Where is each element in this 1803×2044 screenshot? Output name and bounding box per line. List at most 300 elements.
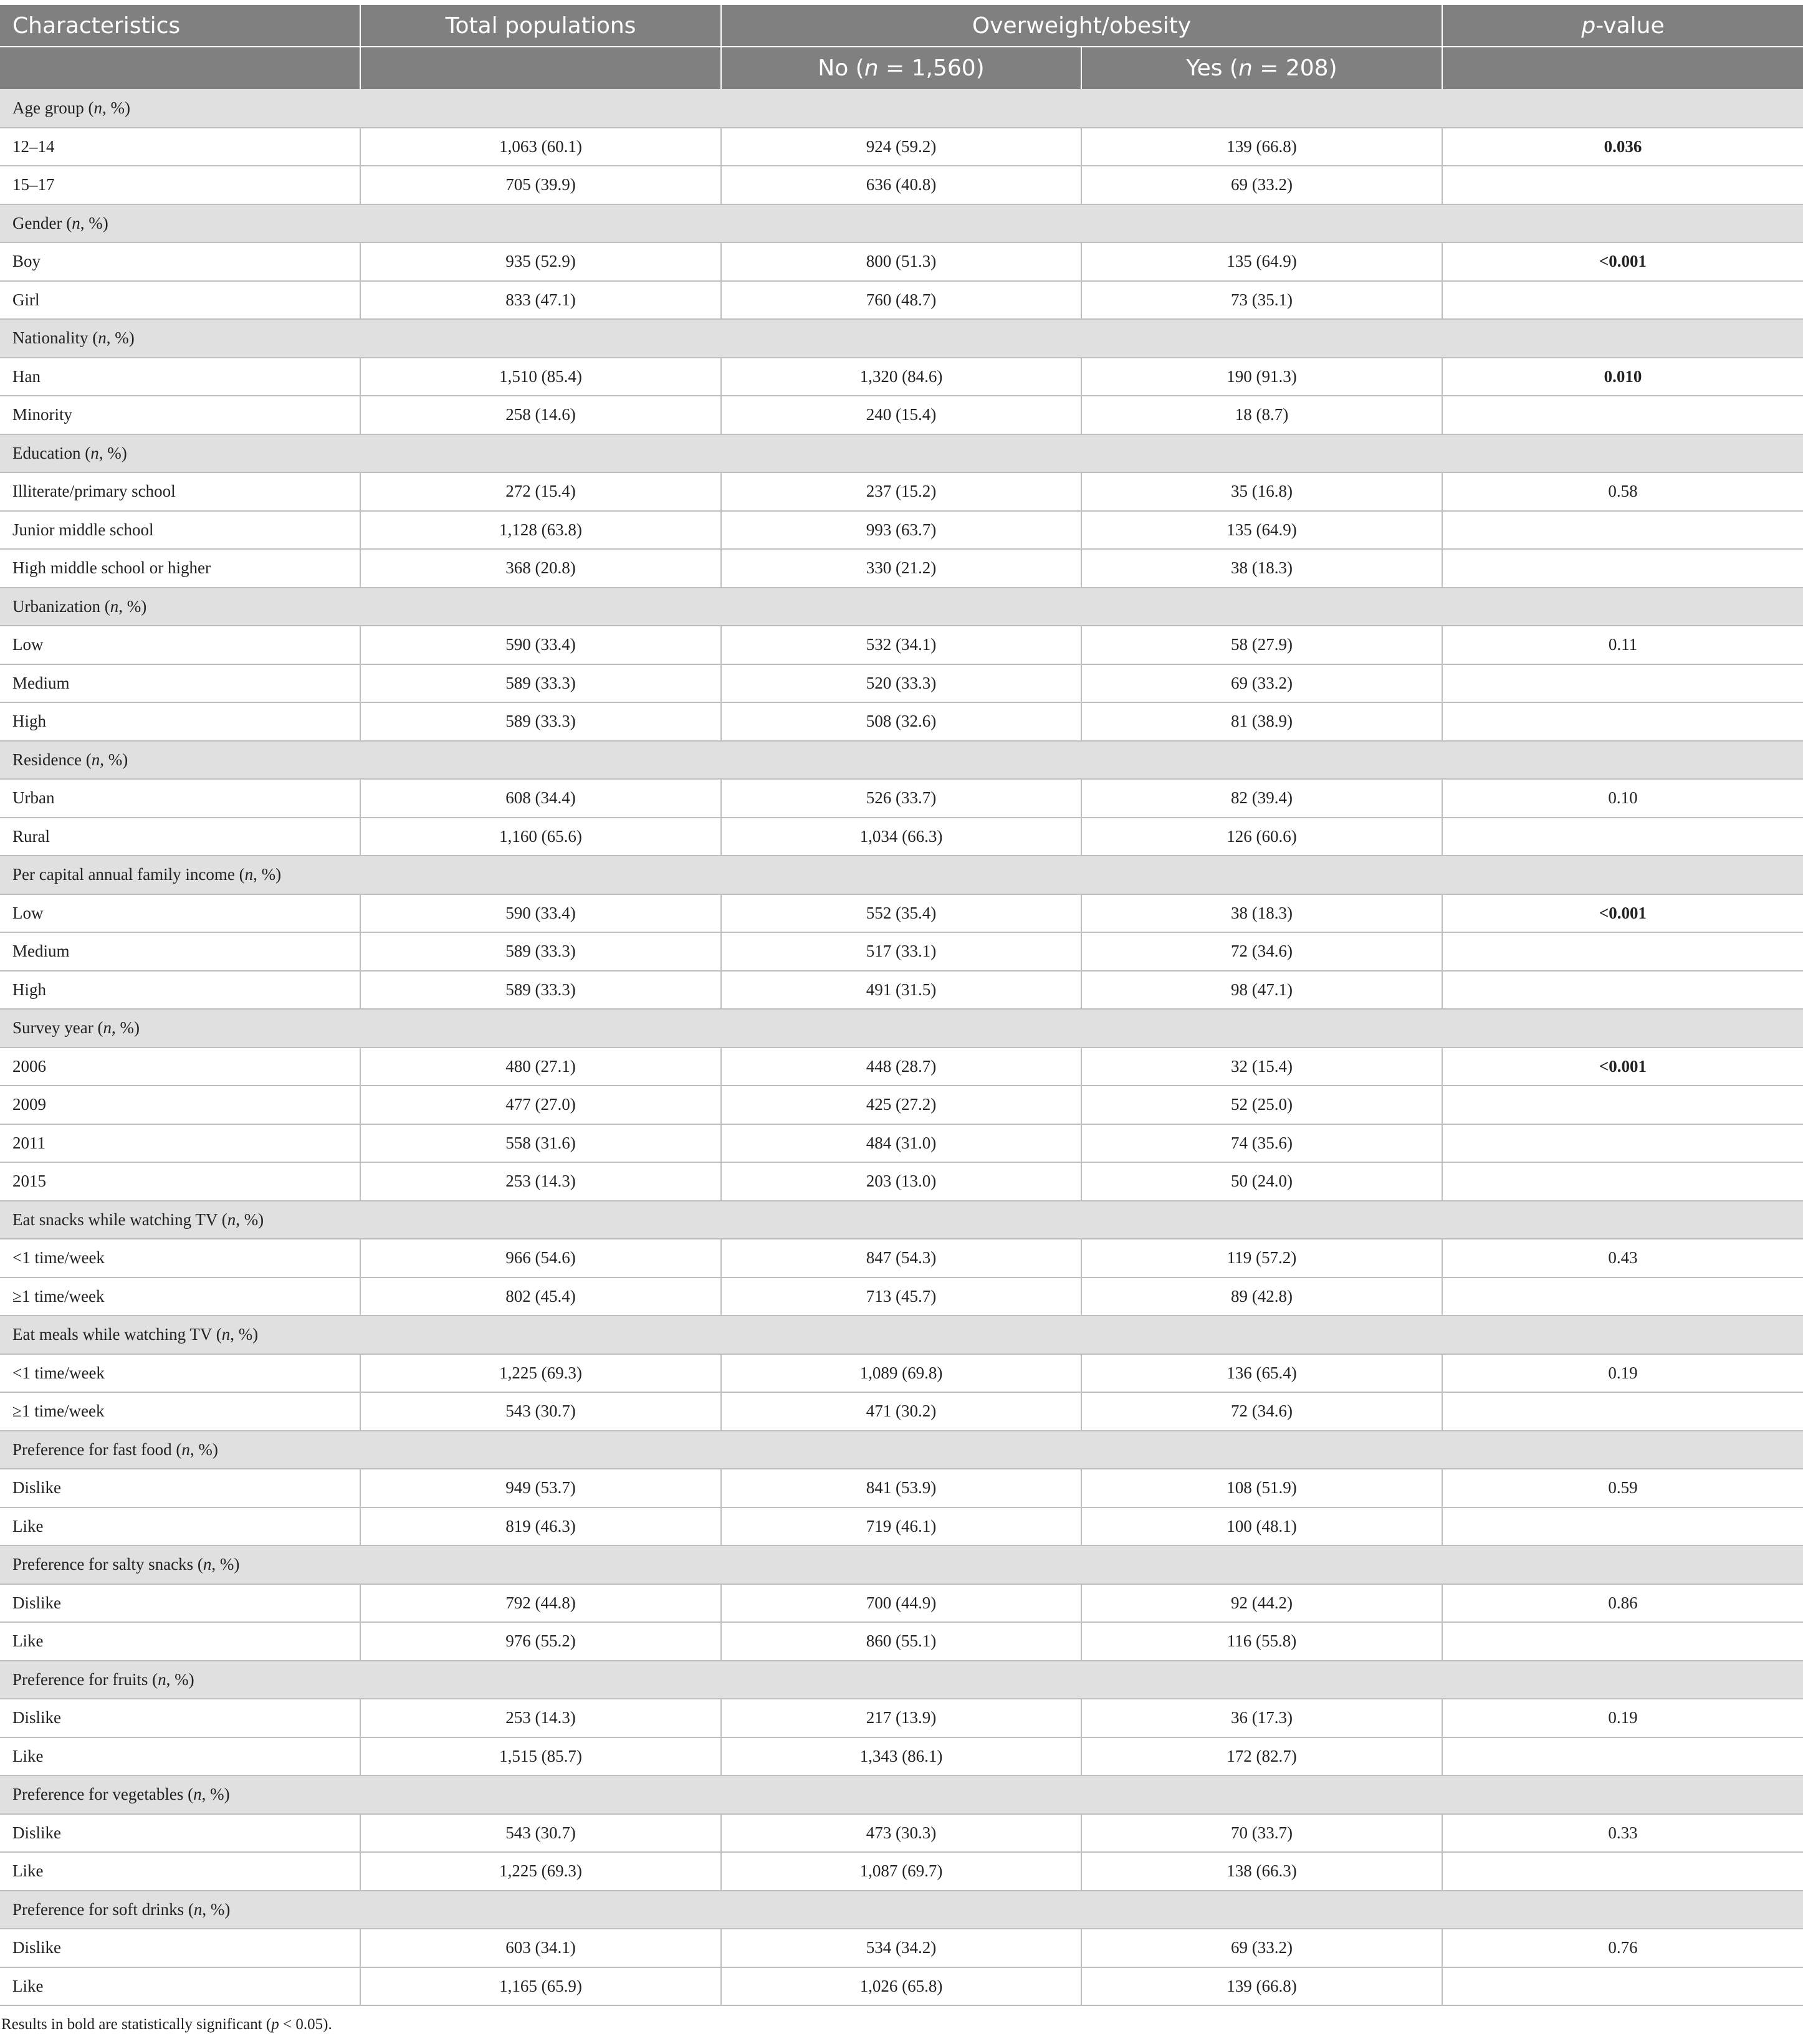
cell-p-value: 0.036 xyxy=(1442,128,1803,166)
cell-total: 368 (20.8) xyxy=(360,549,721,588)
group-label-n: n xyxy=(193,1899,203,1919)
group-label-n: n xyxy=(193,1785,202,1804)
table-row xyxy=(0,1967,1803,2006)
table-row xyxy=(0,1239,1803,1278)
group-label-n: n xyxy=(72,213,80,232)
cell-p-value xyxy=(1442,1086,1803,1124)
group-label-close: , %) xyxy=(111,1018,140,1038)
group-label xyxy=(0,1009,1803,1048)
group-label-close: , %) xyxy=(236,1210,264,1229)
header-no xyxy=(721,47,1081,89)
group-label-text: Preference for soft drinks xyxy=(12,1899,184,1919)
group-label-n: n xyxy=(93,98,102,117)
group-label-close: , %) xyxy=(166,1669,194,1689)
cell-total: 253 (14.3) xyxy=(360,1699,721,1737)
group-label-open: ( xyxy=(184,1899,194,1919)
cell-yes: 32 (15.4) xyxy=(1081,1048,1442,1086)
cell-total: 589 (33.3) xyxy=(360,971,721,1010)
cell-no: 491 (31.5) xyxy=(721,971,1081,1010)
group-label-close: , %) xyxy=(189,1440,218,1459)
group-label xyxy=(0,204,1803,243)
group-label-open: ( xyxy=(80,443,91,462)
cell-no: 713 (45.7) xyxy=(721,1278,1081,1316)
cell-p-value xyxy=(1442,1392,1803,1431)
cell-no: 847 (54.3) xyxy=(721,1239,1081,1278)
row-label: Urban xyxy=(0,779,360,818)
cell-yes: 35 (16.8) xyxy=(1081,472,1442,511)
table-row xyxy=(0,242,1803,281)
cell-p-value xyxy=(1442,1507,1803,1546)
cell-yes: 18 (8.7) xyxy=(1081,396,1442,434)
cell-p-value: 0.43 xyxy=(1442,1239,1803,1278)
cell-p-value xyxy=(1442,549,1803,588)
header-total-populations: Total populations xyxy=(360,5,721,47)
cell-total: 603 (34.1) xyxy=(360,1929,721,1967)
table-row xyxy=(0,1392,1803,1431)
row-label: Medium xyxy=(0,932,360,971)
group-label-text: Preference for fast food xyxy=(12,1440,172,1459)
group-label-text: Gender xyxy=(12,213,62,232)
header-row-2 xyxy=(0,47,1803,89)
group-label-open: ( xyxy=(100,596,110,616)
cell-total: 480 (27.1) xyxy=(360,1048,721,1086)
cell-no: 484 (31.0) xyxy=(721,1124,1081,1163)
cell-no: 719 (46.1) xyxy=(721,1507,1081,1546)
cell-total: 976 (55.2) xyxy=(360,1622,721,1661)
cell-p-value: <0.001 xyxy=(1442,1048,1803,1086)
cell-p-value: <0.001 xyxy=(1442,894,1803,933)
cell-p-value xyxy=(1442,511,1803,550)
cell-p-value xyxy=(1442,396,1803,434)
row-label: Boy xyxy=(0,242,360,281)
group-label-text: Preference for salty snacks xyxy=(12,1555,194,1574)
row-label: Dislike xyxy=(0,1469,360,1507)
table-row xyxy=(0,1124,1803,1163)
group-row xyxy=(0,588,1803,626)
cell-yes: 98 (47.1) xyxy=(1081,971,1442,1010)
cell-yes: 135 (64.9) xyxy=(1081,511,1442,550)
cell-no: 534 (34.2) xyxy=(721,1929,1081,1967)
table-row xyxy=(0,1354,1803,1393)
cell-yes: 119 (57.2) xyxy=(1081,1239,1442,1278)
cell-total: 590 (33.4) xyxy=(360,626,721,664)
cell-yes: 81 (38.9) xyxy=(1081,702,1442,741)
cell-yes: 139 (66.8) xyxy=(1081,128,1442,166)
row-label: Low xyxy=(0,894,360,933)
cell-p-value: 0.58 xyxy=(1442,472,1803,511)
row-label: 2015 xyxy=(0,1162,360,1201)
cell-yes: 82 (39.4) xyxy=(1081,779,1442,818)
table-container xyxy=(0,5,1803,2033)
cell-p-value: 0.10 xyxy=(1442,779,1803,818)
cell-no: 425 (27.2) xyxy=(721,1086,1081,1124)
cell-total: 1,510 (85.4) xyxy=(360,358,721,396)
cell-total: 272 (15.4) xyxy=(360,472,721,511)
group-row xyxy=(0,741,1803,780)
cell-yes: 52 (25.0) xyxy=(1081,1086,1442,1124)
cell-no: 700 (44.9) xyxy=(721,1584,1081,1623)
table-row xyxy=(0,1929,1803,1967)
cell-yes: 69 (33.2) xyxy=(1081,664,1442,703)
group-label xyxy=(0,1201,1803,1239)
row-label: 15–17 xyxy=(0,166,360,204)
group-label-close: , %) xyxy=(106,328,135,348)
cell-total: 589 (33.3) xyxy=(360,702,721,741)
header-no-count: = 1,560) xyxy=(878,55,985,81)
table-header xyxy=(0,5,1803,89)
cell-total: 966 (54.6) xyxy=(360,1239,721,1278)
group-label-open: ( xyxy=(84,98,94,117)
cell-total: 819 (46.3) xyxy=(360,1507,721,1546)
row-label: Dislike xyxy=(0,1814,360,1853)
cell-total: 253 (14.3) xyxy=(360,1162,721,1201)
row-label: Like xyxy=(0,1622,360,1661)
cell-total: 802 (45.4) xyxy=(360,1278,721,1316)
table-row xyxy=(0,1278,1803,1316)
group-label-close: , %) xyxy=(80,213,108,232)
row-label: 12–14 xyxy=(0,128,360,166)
cell-no: 1,089 (69.8) xyxy=(721,1354,1081,1393)
group-row xyxy=(0,1775,1803,1814)
cell-p-value: 0.010 xyxy=(1442,358,1803,396)
cell-total: 1,515 (85.7) xyxy=(360,1737,721,1776)
row-label: Low xyxy=(0,626,360,664)
row-label: ≥1 time/week xyxy=(0,1392,360,1431)
footnote-after: < 0.05). xyxy=(279,2016,332,2033)
cell-yes: 74 (35.6) xyxy=(1081,1124,1442,1163)
group-label-open: ( xyxy=(148,1669,158,1689)
cell-no: 520 (33.3) xyxy=(721,664,1081,703)
cell-no: 1,026 (65.8) xyxy=(721,1967,1081,2006)
cell-no: 924 (59.2) xyxy=(721,128,1081,166)
cell-total: 833 (47.1) xyxy=(360,281,721,320)
group-label-open: ( xyxy=(171,1440,182,1459)
row-label: Medium xyxy=(0,664,360,703)
cell-no: 526 (33.7) xyxy=(721,779,1081,818)
table-row xyxy=(0,932,1803,971)
header-no-n: n xyxy=(864,55,879,81)
table-row xyxy=(0,626,1803,664)
row-label: <1 time/week xyxy=(0,1354,360,1393)
cell-p-value xyxy=(1442,1124,1803,1163)
cell-no: 508 (32.6) xyxy=(721,702,1081,741)
header-overweight-obesity: Overweight/obesity xyxy=(721,5,1442,47)
cell-total: 935 (52.9) xyxy=(360,242,721,281)
row-label: Illiterate/primary school xyxy=(0,472,360,511)
table-row xyxy=(0,1852,1803,1891)
row-label: 2009 xyxy=(0,1086,360,1124)
group-label-close: , %) xyxy=(211,1555,240,1574)
cell-yes: 69 (33.2) xyxy=(1081,166,1442,204)
cell-yes: 116 (55.8) xyxy=(1081,1622,1442,1661)
cell-total: 1,225 (69.3) xyxy=(360,1354,721,1393)
cell-p-value: 0.19 xyxy=(1442,1354,1803,1393)
cell-total: 589 (33.3) xyxy=(360,932,721,971)
group-label-text: Education xyxy=(12,443,81,462)
cell-yes: 36 (17.3) xyxy=(1081,1699,1442,1737)
row-label: High xyxy=(0,702,360,741)
footnote xyxy=(0,2006,1803,2033)
cell-yes: 135 (64.9) xyxy=(1081,242,1442,281)
group-label-close: , %) xyxy=(100,750,128,769)
cell-no: 203 (13.0) xyxy=(721,1162,1081,1201)
row-label: Like xyxy=(0,1507,360,1546)
header-yes-n: n xyxy=(1238,55,1253,81)
cell-total: 543 (30.7) xyxy=(360,1392,721,1431)
group-label-close: , %) xyxy=(253,865,282,884)
group-label xyxy=(0,741,1803,780)
cell-no: 552 (35.4) xyxy=(721,894,1081,933)
group-label-open: ( xyxy=(211,1325,222,1344)
table-row xyxy=(0,1737,1803,1776)
cell-no: 240 (15.4) xyxy=(721,396,1081,434)
header-yes-count: = 208) xyxy=(1252,55,1337,81)
cell-no: 993 (63.7) xyxy=(721,511,1081,550)
cell-total: 590 (33.4) xyxy=(360,894,721,933)
group-label-close: , %) xyxy=(201,1785,230,1804)
group-row xyxy=(0,319,1803,358)
cell-no: 448 (28.7) xyxy=(721,1048,1081,1086)
table-row xyxy=(0,894,1803,933)
group-label-n: n xyxy=(91,750,100,769)
cell-p-value xyxy=(1442,1967,1803,2006)
group-label-open: ( xyxy=(234,865,245,884)
group-row xyxy=(0,89,1803,128)
group-label-close: , %) xyxy=(98,443,127,462)
group-label-text: Preference for fruits xyxy=(12,1669,148,1689)
group-label xyxy=(0,434,1803,473)
characteristics-table xyxy=(0,5,1803,2006)
cell-total: 477 (27.0) xyxy=(360,1086,721,1124)
cell-no: 471 (30.2) xyxy=(721,1392,1081,1431)
cell-total: 792 (44.8) xyxy=(360,1584,721,1623)
header-p-value xyxy=(1442,5,1803,47)
table-row xyxy=(0,166,1803,204)
cell-yes: 138 (66.3) xyxy=(1081,1852,1442,1891)
group-label xyxy=(0,89,1803,128)
cell-total: 589 (33.3) xyxy=(360,664,721,703)
cell-no: 800 (51.3) xyxy=(721,242,1081,281)
row-label: High xyxy=(0,971,360,1010)
cell-total: 543 (30.7) xyxy=(360,1814,721,1853)
group-label-n: n xyxy=(90,443,99,462)
group-row xyxy=(0,1661,1803,1699)
group-label-open: ( xyxy=(217,1210,227,1229)
table-row xyxy=(0,1469,1803,1507)
group-label-open: ( xyxy=(183,1785,194,1804)
header-characteristics: Characteristics xyxy=(0,5,360,47)
cell-yes: 73 (35.1) xyxy=(1081,281,1442,320)
table-row xyxy=(0,281,1803,320)
group-label-close: , %) xyxy=(230,1325,259,1344)
table-row xyxy=(0,1699,1803,1737)
cell-p-value xyxy=(1442,702,1803,741)
cell-no: 517 (33.1) xyxy=(721,932,1081,971)
cell-p-value: 0.19 xyxy=(1442,1699,1803,1737)
row-label: Rural xyxy=(0,818,360,856)
cell-p-value xyxy=(1442,1852,1803,1891)
group-row xyxy=(0,856,1803,894)
row-label: Like xyxy=(0,1737,360,1776)
table-row xyxy=(0,549,1803,588)
table-row xyxy=(0,472,1803,511)
row-label: Han xyxy=(0,358,360,396)
group-row xyxy=(0,204,1803,243)
group-row xyxy=(0,1201,1803,1239)
cell-yes: 38 (18.3) xyxy=(1081,894,1442,933)
cell-p-value xyxy=(1442,166,1803,204)
cell-no: 330 (21.2) xyxy=(721,549,1081,588)
group-label-open: ( xyxy=(81,750,92,769)
cell-p-value xyxy=(1442,664,1803,703)
group-row xyxy=(0,1431,1803,1469)
cell-yes: 108 (51.9) xyxy=(1081,1469,1442,1507)
group-label-close: , %) xyxy=(202,1899,231,1919)
row-label: Dislike xyxy=(0,1699,360,1737)
cell-p-value xyxy=(1442,281,1803,320)
table-row xyxy=(0,818,1803,856)
footnote-p: p xyxy=(271,2016,279,2033)
group-label-n: n xyxy=(221,1325,231,1344)
cell-p-value: <0.001 xyxy=(1442,242,1803,281)
cell-yes: 172 (82.7) xyxy=(1081,1737,1442,1776)
cell-yes: 89 (42.8) xyxy=(1081,1278,1442,1316)
row-label: High middle school or higher xyxy=(0,549,360,588)
cell-p-value xyxy=(1442,1737,1803,1776)
group-label xyxy=(0,1545,1803,1584)
table-row xyxy=(0,664,1803,703)
group-row xyxy=(0,1316,1803,1354)
group-label-n: n xyxy=(103,1018,112,1038)
group-row xyxy=(0,434,1803,473)
header-no-label: No ( xyxy=(818,55,864,81)
cell-p-value: 0.76 xyxy=(1442,1929,1803,1967)
group-label xyxy=(0,1775,1803,1814)
row-label: Minority xyxy=(0,396,360,434)
cell-p-value: 0.33 xyxy=(1442,1814,1803,1853)
cell-no: 760 (48.7) xyxy=(721,281,1081,320)
cell-yes: 92 (44.2) xyxy=(1081,1584,1442,1623)
cell-no: 237 (15.2) xyxy=(721,472,1081,511)
group-label xyxy=(0,319,1803,358)
group-label xyxy=(0,588,1803,626)
group-label-text: Nationality xyxy=(12,328,88,348)
group-label-n: n xyxy=(227,1210,236,1229)
cell-p-value xyxy=(1442,1162,1803,1201)
cell-no: 636 (40.8) xyxy=(721,166,1081,204)
cell-no: 1,034 (66.3) xyxy=(721,818,1081,856)
group-label-text: Eat snacks while watching TV xyxy=(12,1210,218,1229)
table-row xyxy=(0,971,1803,1010)
header-p-italic: p xyxy=(1581,12,1596,39)
row-label: 2006 xyxy=(0,1048,360,1086)
cell-total: 1,063 (60.1) xyxy=(360,128,721,166)
cell-p-value xyxy=(1442,818,1803,856)
header-yes xyxy=(1081,47,1442,89)
table-body xyxy=(0,89,1803,2005)
cell-yes: 69 (33.2) xyxy=(1081,1929,1442,1967)
group-label-close: , %) xyxy=(118,596,147,616)
row-label: Junior middle school xyxy=(0,511,360,550)
row-label: Girl xyxy=(0,281,360,320)
group-label-text: Survey year xyxy=(12,1018,93,1038)
group-row xyxy=(0,1545,1803,1584)
cell-no: 1,343 (86.1) xyxy=(721,1737,1081,1776)
cell-yes: 136 (65.4) xyxy=(1081,1354,1442,1393)
group-label xyxy=(0,1661,1803,1699)
header-yes-label: Yes ( xyxy=(1186,55,1238,81)
table-row xyxy=(0,1814,1803,1853)
group-label xyxy=(0,1431,1803,1469)
cell-yes: 72 (34.6) xyxy=(1081,932,1442,971)
cell-no: 473 (30.3) xyxy=(721,1814,1081,1853)
row-label: <1 time/week xyxy=(0,1239,360,1278)
group-label-open: ( xyxy=(193,1555,203,1574)
cell-yes: 100 (48.1) xyxy=(1081,1507,1442,1546)
row-label: 2011 xyxy=(0,1124,360,1163)
table-row xyxy=(0,396,1803,434)
row-label: Like xyxy=(0,1967,360,2006)
header-empty-1 xyxy=(0,47,360,89)
cell-yes: 72 (34.6) xyxy=(1081,1392,1442,1431)
cell-yes: 70 (33.7) xyxy=(1081,1814,1442,1853)
table-row xyxy=(0,1622,1803,1661)
cell-no: 1,320 (84.6) xyxy=(721,358,1081,396)
table-row xyxy=(0,511,1803,550)
cell-no: 217 (13.9) xyxy=(721,1699,1081,1737)
cell-yes: 126 (60.6) xyxy=(1081,818,1442,856)
cell-p-value: 0.11 xyxy=(1442,626,1803,664)
group-label-text: Residence xyxy=(12,750,82,769)
table-row xyxy=(0,779,1803,818)
cell-p-value xyxy=(1442,971,1803,1010)
group-label-n: n xyxy=(181,1440,190,1459)
cell-no: 860 (55.1) xyxy=(721,1622,1081,1661)
cell-p-value: 0.86 xyxy=(1442,1584,1803,1623)
table-row xyxy=(0,1162,1803,1201)
table-row xyxy=(0,1507,1803,1546)
table-row xyxy=(0,1086,1803,1124)
header-p-suffix: -value xyxy=(1595,12,1665,39)
cell-yes: 190 (91.3) xyxy=(1081,358,1442,396)
cell-no: 841 (53.9) xyxy=(721,1469,1081,1507)
header-row-1 xyxy=(0,5,1803,47)
group-label xyxy=(0,1891,1803,1929)
group-label-n: n xyxy=(110,596,119,616)
group-label-n: n xyxy=(203,1555,212,1574)
header-empty-5 xyxy=(1442,47,1803,89)
group-label xyxy=(0,856,1803,894)
table-row xyxy=(0,358,1803,396)
row-label: Dislike xyxy=(0,1584,360,1623)
row-label: Dislike xyxy=(0,1929,360,1967)
header-empty-2 xyxy=(360,47,721,89)
cell-p-value xyxy=(1442,932,1803,971)
table-row xyxy=(0,128,1803,166)
group-label-close: , %) xyxy=(102,98,130,117)
group-label-n: n xyxy=(158,1669,166,1689)
cell-yes: 139 (66.8) xyxy=(1081,1967,1442,2006)
cell-yes: 38 (18.3) xyxy=(1081,549,1442,588)
group-label-text: Age group xyxy=(12,98,84,117)
group-row xyxy=(0,1891,1803,1929)
cell-total: 1,225 (69.3) xyxy=(360,1852,721,1891)
table-row xyxy=(0,1584,1803,1623)
cell-yes: 50 (24.0) xyxy=(1081,1162,1442,1201)
cell-p-value xyxy=(1442,1622,1803,1661)
cell-no: 532 (34.1) xyxy=(721,626,1081,664)
cell-total: 1,160 (65.6) xyxy=(360,818,721,856)
